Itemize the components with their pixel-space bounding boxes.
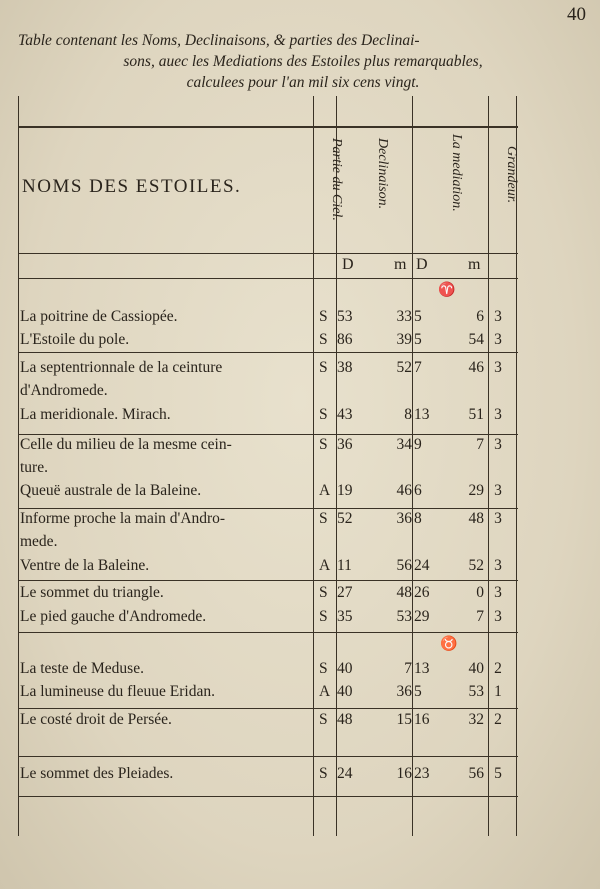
sky-part: S [319, 331, 328, 348]
star-name: La teste de Meduse. [20, 660, 144, 677]
rule [18, 580, 518, 581]
magnitude: 2 [494, 711, 502, 728]
decl-minutes: 39 [396, 331, 412, 348]
table-row [18, 480, 518, 502]
page-title [18, 30, 588, 93]
title-line: calculees pour l'an mil six cens vingt. [186, 74, 420, 91]
sky-part: S [319, 406, 328, 423]
sky-part: S [319, 359, 328, 376]
rule [18, 632, 518, 633]
magnitude: 3 [494, 510, 502, 527]
unit-decl-minutes: m [394, 256, 407, 273]
table-row [18, 380, 518, 402]
decl-degrees: 19 [337, 482, 353, 499]
magnitude: 3 [494, 308, 502, 325]
rule [18, 278, 518, 279]
med-degrees: 9 [414, 436, 422, 453]
table-row [18, 555, 518, 577]
header-part: Partie du Ciel. [329, 138, 344, 221]
decl-degrees: 27 [337, 584, 353, 601]
med-minutes: 48 [468, 510, 484, 527]
med-minutes: 6 [476, 308, 484, 325]
star-name: La meridionale. Mirach. [20, 406, 171, 423]
table-row [18, 681, 518, 703]
star-name: Le pied gauche d'Andromede. [20, 608, 207, 625]
decl-minutes: 48 [396, 584, 412, 601]
med-degrees: 16 [414, 711, 430, 728]
table-row [18, 306, 518, 328]
sky-part: S [319, 711, 328, 728]
rule [18, 352, 518, 353]
med-degrees: 26 [414, 584, 430, 601]
star-name: Le sommet des Pleiades. [20, 765, 174, 782]
decl-degrees: 24 [337, 765, 353, 782]
star-name: La poitrine de Cassiopée. [20, 308, 178, 325]
star-name: Le sommet du triangle. [20, 584, 164, 601]
magnitude: 3 [494, 436, 502, 453]
star-name: La lumineuse du fleuue Eridan. [20, 683, 215, 700]
sky-part: S [319, 765, 328, 782]
decl-degrees: 36 [337, 436, 353, 453]
magnitude: 3 [494, 584, 502, 601]
table-row [18, 404, 518, 426]
star-name: Informe proche la main d'Andro- [20, 510, 226, 527]
table-row [18, 457, 518, 479]
star-name: ture. [20, 459, 48, 476]
table-row [18, 763, 518, 785]
med-degrees: 29 [414, 608, 430, 625]
title-line: Table contenant les Noms, Declinaisons, & parties des Declinai- [18, 32, 420, 49]
star-name: Celle du milieu de la mesme cein- [20, 436, 232, 453]
star-name: Le costé droit de Persée. [20, 711, 172, 728]
med-degrees: 5 [414, 331, 422, 348]
decl-degrees: 43 [337, 406, 353, 423]
decl-degrees: 53 [337, 308, 353, 325]
star-name: Ventre de la Baleine. [20, 557, 150, 574]
header-names: NOMS DES ESTOILES. [22, 176, 242, 197]
decl-degrees: 48 [337, 711, 353, 728]
med-degrees: 5 [414, 308, 422, 325]
med-degrees: 8 [414, 510, 422, 527]
med-degrees: 5 [414, 683, 422, 700]
sky-part: S [319, 584, 328, 601]
table-row [18, 531, 518, 553]
rule [18, 796, 518, 797]
rule [18, 756, 518, 757]
med-degrees: 13 [414, 406, 430, 423]
decl-degrees: 38 [337, 359, 353, 376]
unit-decl-degrees: D [342, 256, 354, 273]
med-degrees: 23 [414, 765, 430, 782]
med-degrees: 6 [414, 482, 422, 499]
med-minutes: 52 [468, 557, 484, 574]
decl-minutes: 16 [396, 765, 412, 782]
sky-part: S [319, 510, 328, 527]
med-degrees: 13 [414, 660, 430, 677]
magnitude: 3 [494, 482, 502, 499]
sky-part: A [319, 482, 331, 499]
decl-minutes: 7 [404, 660, 412, 677]
med-minutes: 54 [468, 331, 484, 348]
page-number: 40 [567, 4, 586, 25]
decl-minutes: 36 [396, 683, 412, 700]
table-row [18, 357, 518, 379]
decl-minutes: 53 [396, 608, 412, 625]
med-minutes: 32 [468, 711, 484, 728]
star-name: L'Estoile du pole. [20, 331, 130, 348]
unit-med-minutes: m [468, 256, 481, 273]
decl-minutes: 33 [396, 308, 412, 325]
med-minutes: 51 [468, 406, 484, 423]
aries-sign-icon: ♈ [438, 282, 456, 298]
star-name: La septentrionnale de la ceinture [20, 359, 223, 376]
decl-minutes: 52 [396, 359, 412, 376]
magnitude: 3 [494, 557, 502, 574]
star-name: d'Andromede. [20, 382, 108, 399]
med-minutes: 0 [476, 584, 484, 601]
sky-part: S [319, 436, 328, 453]
sky-part: S [319, 660, 328, 677]
decl-degrees: 40 [337, 683, 353, 700]
header-grandeur: Grandeur. [504, 146, 519, 204]
med-degrees: 24 [414, 557, 430, 574]
magnitude: 2 [494, 660, 502, 677]
star-name: Queuë australe de la Baleine. [20, 482, 202, 499]
decl-minutes: 8 [404, 406, 412, 423]
decl-degrees: 86 [337, 331, 353, 348]
decl-degrees: 11 [337, 557, 352, 574]
decl-degrees: 40 [337, 660, 353, 677]
table-row [18, 508, 518, 530]
decl-minutes: 34 [396, 436, 412, 453]
decl-minutes: 36 [396, 510, 412, 527]
taurus-sign-icon: ♉ [440, 636, 458, 652]
med-minutes: 40 [468, 660, 484, 677]
med-minutes: 7 [476, 608, 484, 625]
table-row [18, 329, 518, 351]
magnitude: 3 [494, 608, 502, 625]
title-line: sons, auec les Mediations des Estoiles plus remarquables, [123, 53, 483, 70]
table-row [18, 434, 518, 456]
decl-minutes: 46 [396, 482, 412, 499]
magnitude: 5 [494, 765, 502, 782]
magnitude: 3 [494, 331, 502, 348]
med-degrees: 7 [414, 359, 422, 376]
star-name: mede. [20, 533, 58, 550]
header-declination: Declinaison. [375, 138, 390, 210]
header-top-rule [18, 126, 518, 128]
table-row [18, 658, 518, 680]
sky-part: S [319, 308, 328, 325]
med-minutes: 29 [468, 482, 484, 499]
header-mediation: La mediation. [449, 134, 464, 212]
unit-med-degrees: D [416, 256, 428, 273]
decl-degrees: 35 [337, 608, 353, 625]
magnitude: 1 [494, 683, 502, 700]
magnitude: 3 [494, 406, 502, 423]
med-minutes: 7 [476, 436, 484, 453]
decl-minutes: 56 [396, 557, 412, 574]
rule [18, 253, 518, 254]
magnitude: 3 [494, 359, 502, 376]
table-row [18, 709, 518, 731]
table-row [18, 582, 518, 604]
decl-minutes: 15 [396, 711, 412, 728]
decl-degrees: 52 [337, 510, 353, 527]
sky-part: S [319, 608, 328, 625]
med-minutes: 56 [468, 765, 484, 782]
med-minutes: 46 [468, 359, 484, 376]
table-row [18, 606, 518, 628]
med-minutes: 53 [468, 683, 484, 700]
sky-part: A [319, 557, 331, 574]
sky-part: A [319, 683, 331, 700]
star-table [18, 96, 518, 836]
